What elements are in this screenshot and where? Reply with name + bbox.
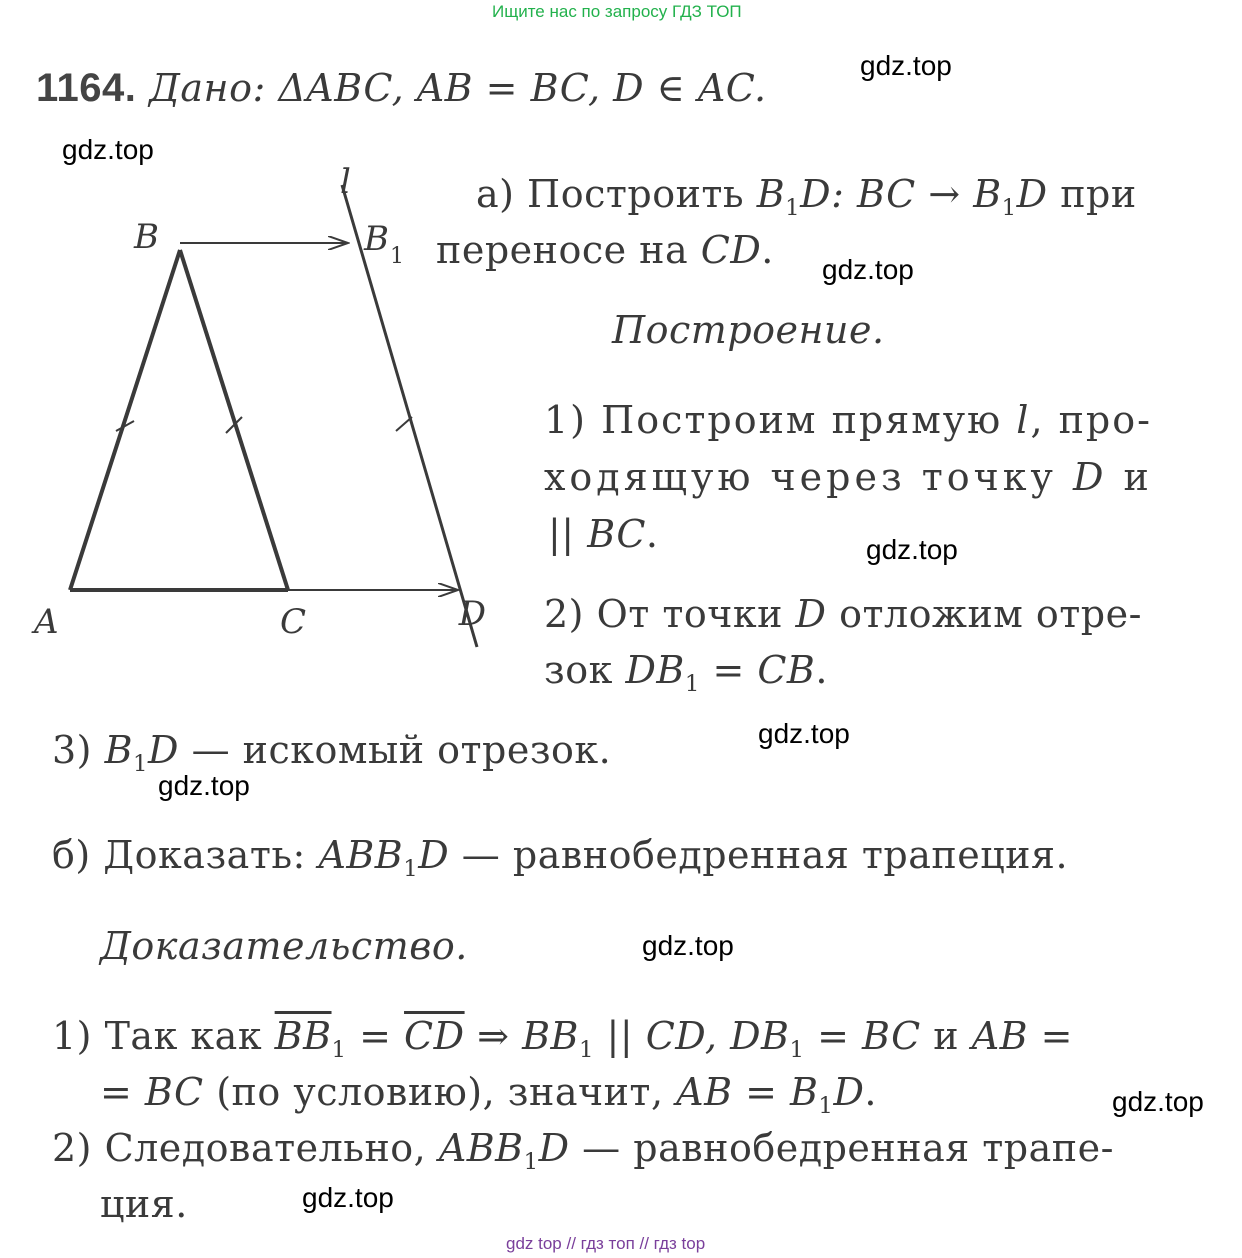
watermark: gdz.top: [822, 254, 914, 285]
site-header-link[interactable]: Ищите нас по запросу ГДЗ ТОП: [492, 2, 742, 21]
part-b-line1: б) Доказать: $ABB_1D$ — равнобедренная трапеция.: [52, 833, 1069, 882]
label-l: l: [340, 165, 351, 202]
step1-line1: 1) Построим прямую l, про-: [544, 398, 1152, 442]
watermark: gdz.top: [758, 718, 850, 749]
step1-line2: ходящую через точку D и: [544, 455, 1153, 499]
proof-title: Доказательство.: [100, 924, 468, 968]
watermark: gdz.top: [866, 534, 958, 565]
label-a: A: [34, 602, 59, 642]
proof-step2-line1: 2) Следовательно, $ABB_1D$ — равнобедренная трапе-: [52, 1126, 1114, 1175]
side-ab: [70, 250, 180, 590]
watermark: gdz.top: [642, 930, 734, 961]
watermark: gdz.top: [1112, 1086, 1204, 1117]
label-b: B: [134, 217, 159, 257]
label-b1-sub: 1: [390, 244, 404, 269]
proof-step1-line1: 1) Так как $\overline{BB}_1 = \overline{CD}$ ⇒ $BB_1$ || CD, $DB_1$ = BC и AB =: [52, 1014, 1073, 1063]
step2-line1: 2) От точки D отложим отре-: [544, 592, 1142, 636]
label-c: C: [280, 602, 307, 642]
given-math: ΔABC, AB = BC, D ∈ AC.: [278, 66, 767, 110]
part-a-line2: переносе на CD.: [436, 228, 774, 272]
problem-number: 1164.: [36, 66, 137, 110]
proof-step1-line2: = BC (по условию), значит, AB = $B_1D$.: [100, 1070, 877, 1119]
watermark: gdz.top: [302, 1182, 394, 1213]
label-d: D: [458, 594, 486, 634]
step1-line3: || BC.: [548, 512, 659, 556]
part-a-line1: а) Построить $B_1D$: BC → $B_1D$ при: [476, 172, 1137, 221]
watermark: gdz.top: [62, 134, 154, 165]
step3-line: 3) $B_1D$ — искомый отрезок.: [52, 728, 612, 777]
given-label: Дано:: [148, 66, 266, 110]
side-bc: [180, 250, 288, 590]
watermark: gdz.top: [860, 50, 952, 81]
problem-statement: [36, 66, 767, 111]
watermark: gdz.top: [158, 770, 250, 801]
geometry-figure: [30, 165, 490, 655]
tick-b1d: [396, 417, 412, 431]
step2-line2: зок $DB_1$ = CB.: [544, 648, 828, 697]
label-b1: B: [364, 219, 389, 259]
construction-title: Построение.: [612, 308, 885, 352]
proof-step2-line2: ция.: [100, 1182, 188, 1226]
site-footer-links[interactable]: gdz top // гдз топ // гдз top: [506, 1234, 706, 1253]
